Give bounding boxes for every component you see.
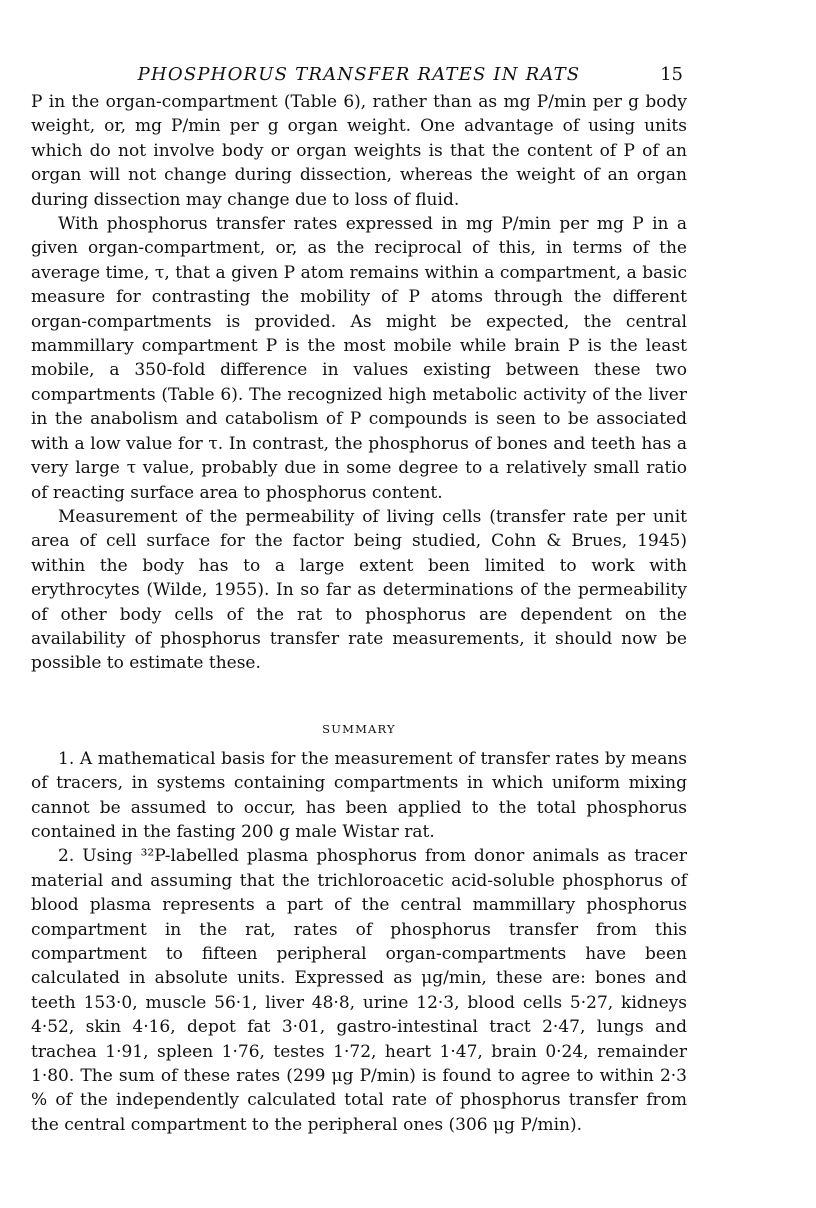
body-paragraph-continued: P in the organ-compartment (Table 6), rather than as mg P/min per g body weight, or, mg P/min per g organ weight. One advantage of using units which do not involve body or organ weights is that the content of P of an organ will not change during dissection, whereas the weight of an organ during dissection may change due to loss of fluid. (31, 92, 687, 210)
summary-item-2: 2. Using ³²P-labelled plasma phosphorus from donor animals as tracer material and assuming that the trichloroacetic acid-soluble phosphorus of blood plasma represents a part of the central mammillary phosphorus compartment in the rat, rates of phosphorus transfer from this compartment to fifteen peripheral organ-compartments have been calculated in absolute units. Expressed as μg/min, these are: bones and teeth 153·0, muscle 56·1, liver 48·8, urine 12·3, blood cells 5·27, kidneys 4·52, skin 4·16, depot fat 3·01, gastro-intestinal tract 2·47, lungs and trachea 1·91, spleen 1·76, testes 1·72, heart 1·47, brain 0·24, remainder 1·80. The sum of these rates (299 μg P/min) is found to agree to within 2·3 % of the independently calculated total rate of phosphorus transfer from the central compartment to the peripheral ones (306 μg P/min). (31, 846, 687, 1135)
running-title: PHOSPHORUS TRANSFER RATES IN RATS (137, 64, 581, 85)
running-head (31, 64, 687, 90)
page-number: 15 (660, 64, 683, 85)
page (31, 64, 687, 1137)
summary-item-1: 1. A mathematical basis for the measurement of transfer rates by means of tracers, in systems containing compartments in which uniform mixing cannot be assumed to occur, has been applied to the total phosphorus contained in the fasting 200 g male Wistar rat. (31, 748, 687, 842)
body-paragraph-permeability: Measurement of the permeability of living cells (transfer rate per unit area of cell surface for the factor being studied, Cohn & Brues, 1945) within the body has to a large extent been limited to work with erythrocytes (Wilde, 1955). In so far as determinations of the permeability of other body cells of the rat to phosphorus are dependent on the availability of phosphorus transfer rate measurements, it should now be possible to estimate these. (31, 506, 687, 674)
body-paragraph-phosphorus-mobility: With phosphorus transfer rates expressed in mg P/min per mg P in a given organ-compartment, or, as the reciprocal of this, in terms of the average time, τ, that a given P atom remains within a compartment, a basic measure for contrasting the mobility of P atoms through the different organ-compartments is provided. As might be expected, the central mammillary compartment P is the most mobile while brain P is the least mobile, a 350-fold difference in values existing between these two compartments (Table 6). The recognized high metabolic activity of the liver in the anabolism and catabolism of P compounds is seen to be associated with a low value for τ. In contrast, the phosphorus of bones and teeth has a very large τ value, probably due in some degree to a relatively small ratio of reacting surface area to phosphorus content. (31, 214, 687, 503)
summary-heading: SUMMARY (322, 721, 396, 736)
